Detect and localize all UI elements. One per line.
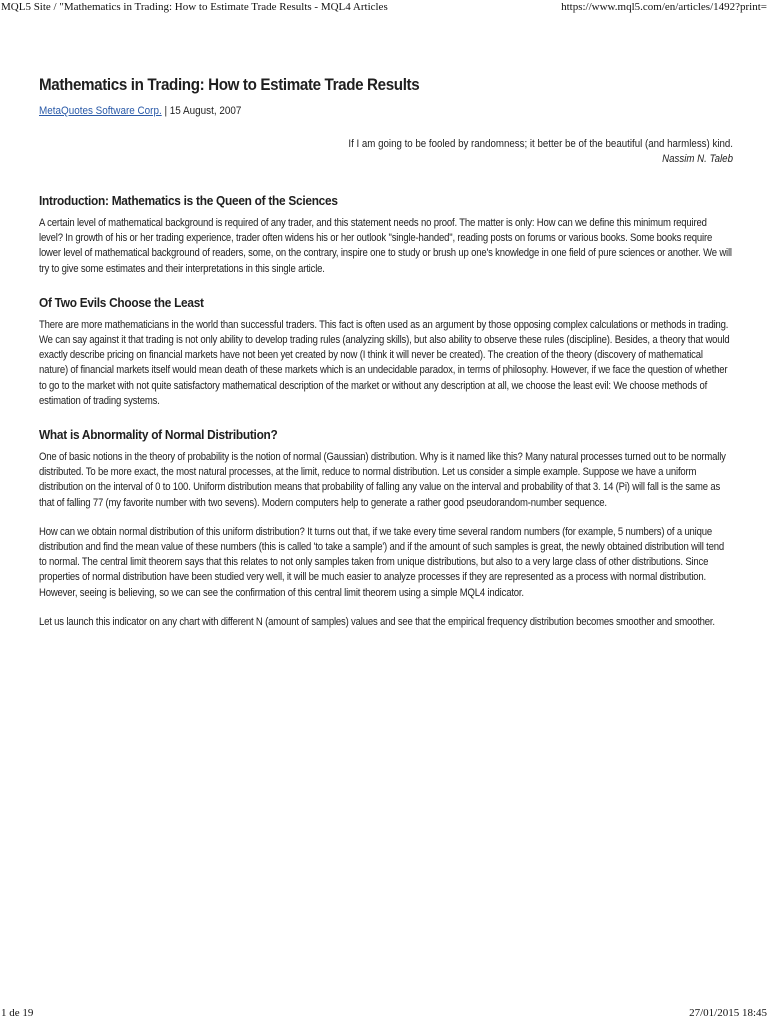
section-paragraph: There are more mathematicians in the world than successful traders. This fact is often used as an argument by those opposing complex calculations or methods in trading. We can say against it that trading is not only ability to develop trading rules (analyzing skills), but also ability to observe these rules (discipline). Besides, a theory that would exactly describe pricing on financial markets have not been yet created by now (I think it will never be created). The creation of the theory (discovery of mathematical nature) of financial markets itself would mean death of these markets which is an undecidable paradox, in terms of philosophy. However, if we face the question of whether to go to the market with not quite satisfactory mathematical description of the market or without any description at all, we choose the least evil: We choose methods of estimation of trading systems. bbox=[39, 318, 730, 407]
section-paragraph: Let us launch this indicator on any chart with different N (amount of samples) values and see that the empirical frequency distribution becomes smoother and smoother. bbox=[39, 615, 715, 628]
section-paragraph: A certain level of mathematical background is required of any trader, and this statement needs no proof. The matter is only: How can we define this minimum required level? In growth of his or her trading experience, trader often widens his or her outlook "single-handed", reading posts on forums or various books. Some books require lower level of mathematical background of readers, some, on the contrary, inspire one to study or brush up one's knowledge in one field of pure sciences or another. We will try to give some estimates and their interpretations in this single article. bbox=[39, 217, 732, 275]
print-header-url: https://www.mql5.com/en/articles/1492?print= bbox=[561, 1, 767, 13]
author-link[interactable]: MetaQuotes Software Corp. bbox=[39, 105, 162, 117]
section-paragraph: How can we obtain normal distribution of this uniform distribution? It turns out that, if we take every time several random numbers (for example, 5 numbers) of a unique distribution and find the mean value of these numbers (this is called 'to take a sample') and if the amount of such samples is great, the newly obtained distribution will tend to normal. The central limit theorem says that this relates to not only samples taken from unique distributions, but also to a very large class of other distributions. Since properties of normal distribution have been studied very well, it will be much easier to analyze processes if they are represented as a process with normal distribution. However, seeing is believing, so we can see the confirmation of this central limit theorem using a simple MQL4 indicator. bbox=[39, 525, 724, 599]
epigraph bbox=[108, 137, 733, 167]
publish-date: | 15 August, 2007 bbox=[161, 105, 242, 117]
print-header-title: MQL5 Site / "Mathematics in Trading: How to Estimate Trade Results - MQL4 Articles bbox=[1, 1, 388, 13]
article-title: Mathematics in Trading: How to Estimate Trade Results bbox=[39, 76, 420, 94]
page-number: 1 de 19 bbox=[1, 1007, 34, 1019]
article bbox=[39, 76, 733, 644]
print-timestamp: 27/01/2015 18:45 bbox=[689, 1007, 767, 1019]
section-heading-normal-distribution: What is Abnormality of Normal Distribution? bbox=[39, 427, 278, 443]
epigraph-author: Nassim N. Taleb bbox=[662, 153, 733, 165]
article-meta bbox=[39, 105, 664, 117]
section-paragraph: One of basic notions in the theory of probability is the notion of normal (Gaussian) distribution. Why is it named like this? Many natural processes turned out to be normally distributed. To be more exact, the most natural processes, at the limit, reduce to normal distribution. Let us consider a simple example. Suppose we have a uniform distribution on the interval of 0 to 100. Uniform distribution means that probability of falling any value on the interval and probability of that 3. 14 (Pi) will fall is the same as that of falling 77 (my favorite number with two sevens). Modern computers help to generate a rather good pseudorandom-number sequence. bbox=[39, 451, 726, 509]
epigraph-text: If I am going to be fooled by randomness; it better be of the beautiful (and harmless) kind. bbox=[348, 138, 733, 150]
section-heading-two-evils: Of Two Evils Choose the Least bbox=[39, 294, 204, 310]
section-heading-introduction: Introduction: Mathematics is the Queen of the Sciences bbox=[39, 193, 338, 208]
